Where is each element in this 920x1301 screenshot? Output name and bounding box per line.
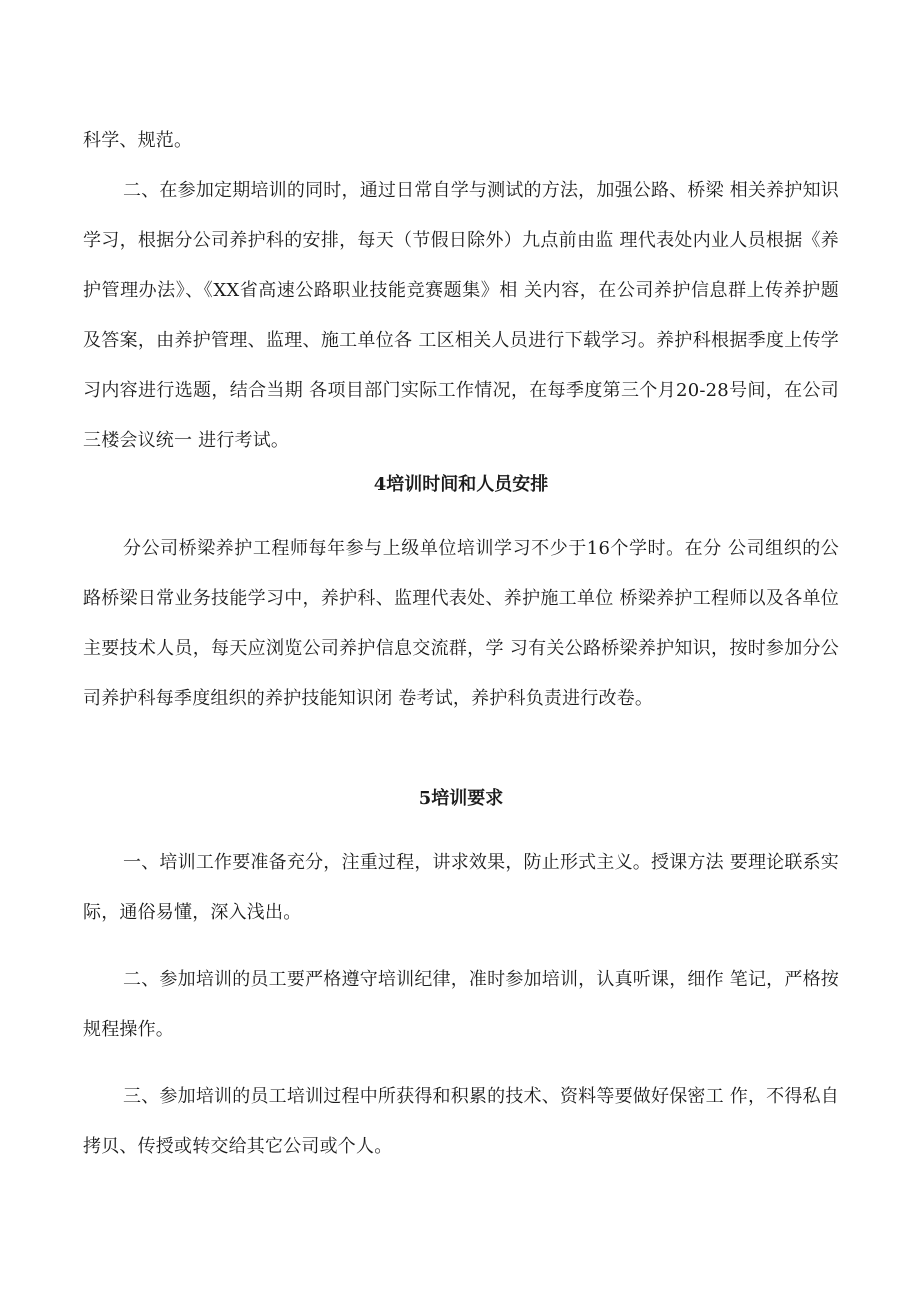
paragraph-requirement-3: 三、参加培训的员工培训过程中所获得和积累的技术、资料等要做好保密工 作，不得私自拷贝、传授或转交给其它公司或个人。 bbox=[83, 1086, 839, 1157]
paragraph-self-study: 二、在参加定期培训的同时，通过日常自学与测试的方法，加强公路、桥梁 相关养护知识学习，根据分公司养护科的安排，每天（节假日除外）九点前由监 理代表处内业人员根据《养护管理办法》、《XX省高速公路职业技能竞赛题集》相 关内容，在公司养护信息群上传养护题及答案，由养护管理、监理、施工单位各 工区相关人员进行下载学习。养护科根据季度上传学习内容进行选题，结合当期 各项目部门实际工作情况，在每季度第三个月20-28号间，在公司三楼会议统一 进行考试。 bbox=[83, 180, 839, 451]
paragraph-continuation: 科学、规范。 bbox=[83, 130, 193, 151]
section-heading-training-schedule: 4培训时间和人员安排 bbox=[373, 474, 549, 495]
paragraph-training-schedule: 分公司桥梁养护工程师每年参与上级单位培训学习不少于16个学时。在分 公司组织的公路桥梁日常业务技能学习中，养护科、监理代表处、养护施工单位 桥梁养护工程师以及各单位主要技术人员，每天应浏览公司养护信息交流群，学 习有关公路桥梁养护知识，按时参加分公司养护科每季度组织的养护技能知识闭 卷考试，养护科负责进行改卷。 bbox=[83, 538, 839, 709]
paragraph-requirement-1: 一、培训工作要准备充分，注重过程，讲求效果，防止形式主义。授课方法 要理论联系实际，通俗易懂，深入浅出。 bbox=[83, 852, 839, 923]
paragraph-requirement-2: 二、参加培训的员工要严格遵守培训纪律，准时参加培训，认真听课，细作 笔记，严格按规程操作。 bbox=[83, 969, 839, 1040]
section-heading-training-requirements: 5培训要求 bbox=[418, 788, 504, 809]
